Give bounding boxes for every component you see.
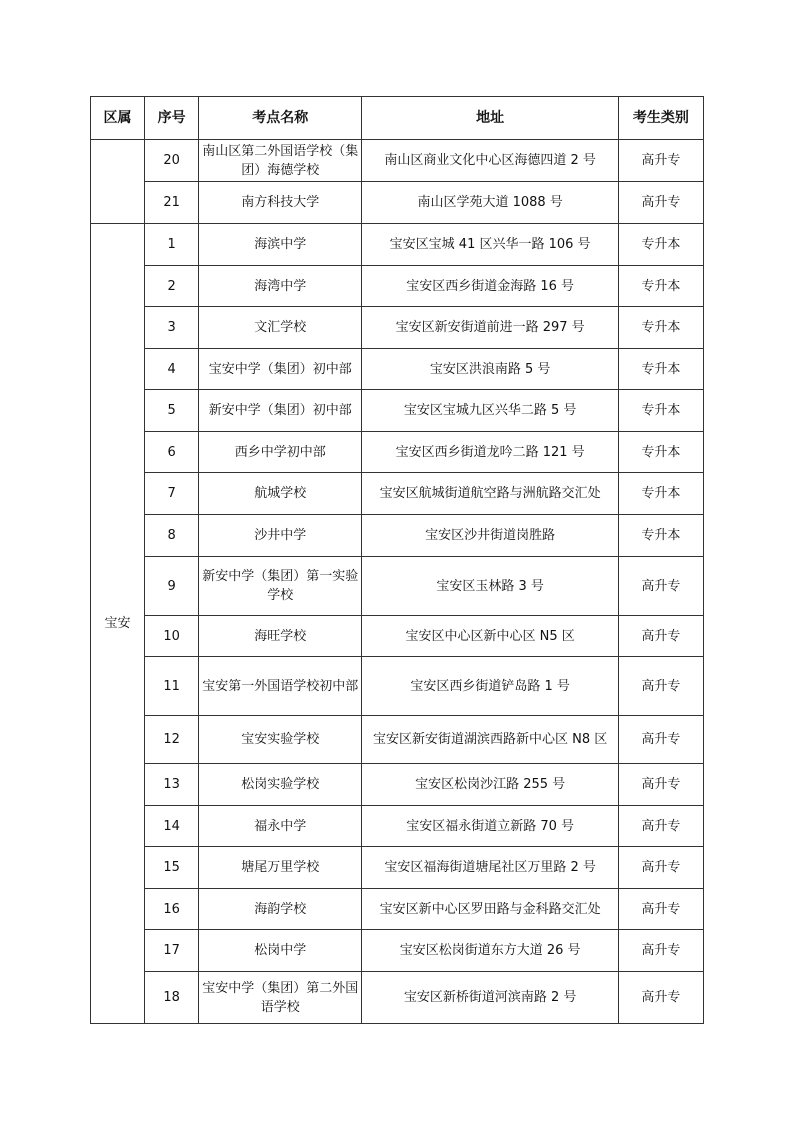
table-row bbox=[91, 390, 704, 432]
candidate-type-cell: 高升专 bbox=[618, 972, 703, 1024]
address-cell: 宝安区新安街道湖滨西路新中心区 N8 区 bbox=[362, 716, 618, 764]
table-row bbox=[91, 432, 704, 473]
site-name-cell: 松岗中学 bbox=[199, 930, 362, 972]
seq-cell: 1 bbox=[145, 224, 199, 266]
candidate-type-cell: 高升专 bbox=[618, 889, 703, 930]
seq-cell: 10 bbox=[145, 616, 199, 657]
address-cell: 宝安区中心区新中心区 N5 区 bbox=[362, 616, 618, 657]
site-name-cell: 宝安实验学校 bbox=[199, 716, 362, 764]
seq-cell: 11 bbox=[145, 657, 199, 716]
header-type: 考生类别 bbox=[618, 97, 703, 140]
seq-cell: 20 bbox=[145, 140, 199, 182]
address-cell: 南山区商业文化中心区海德四道 2 号 bbox=[362, 140, 618, 182]
table-row bbox=[91, 140, 704, 182]
table-row bbox=[91, 616, 704, 657]
site-name-cell: 海滨中学 bbox=[199, 224, 362, 266]
table-row bbox=[91, 182, 704, 224]
table-row bbox=[91, 266, 704, 307]
seq-cell: 21 bbox=[145, 182, 199, 224]
candidate-type-cell: 高升专 bbox=[618, 847, 703, 889]
address-cell: 宝安区洪浪南路 5 号 bbox=[362, 349, 618, 390]
candidate-type-cell: 高升专 bbox=[618, 806, 703, 847]
site-name-cell: 新安中学（集团）第一实验学校 bbox=[199, 557, 362, 616]
table-row bbox=[91, 657, 704, 716]
address-cell: 宝安区沙井街道岗胜路 bbox=[362, 515, 618, 557]
address-cell: 宝安区松岗街道东方大道 26 号 bbox=[362, 930, 618, 972]
site-name-cell: 宝安中学（集团）初中部 bbox=[199, 349, 362, 390]
table-row bbox=[91, 557, 704, 616]
candidate-type-cell: 专升本 bbox=[618, 349, 703, 390]
site-name-cell: 海湾中学 bbox=[199, 266, 362, 307]
table-row bbox=[91, 806, 704, 847]
district-cell bbox=[91, 140, 145, 224]
address-cell: 宝安区福永街道立新路 70 号 bbox=[362, 806, 618, 847]
candidate-type-cell: 专升本 bbox=[618, 266, 703, 307]
candidate-type-cell: 专升本 bbox=[618, 515, 703, 557]
seq-cell: 4 bbox=[145, 349, 199, 390]
table-row bbox=[91, 473, 704, 515]
candidate-type-cell: 专升本 bbox=[618, 473, 703, 515]
address-cell: 宝安区玉林路 3 号 bbox=[362, 557, 618, 616]
district-cell: 宝安 bbox=[91, 224, 145, 1024]
header-address: 地址 bbox=[362, 97, 618, 140]
site-name-cell: 沙井中学 bbox=[199, 515, 362, 557]
table-row bbox=[91, 515, 704, 557]
address-cell: 宝安区新安街道前进一路 297 号 bbox=[362, 307, 618, 349]
seq-cell: 2 bbox=[145, 266, 199, 307]
candidate-type-cell: 高升专 bbox=[618, 182, 703, 224]
table-header-row bbox=[91, 97, 704, 140]
site-name-cell: 松岗实验学校 bbox=[199, 764, 362, 806]
seq-cell: 6 bbox=[145, 432, 199, 473]
table-row bbox=[91, 224, 704, 266]
candidate-type-cell: 专升本 bbox=[618, 432, 703, 473]
seq-cell: 9 bbox=[145, 557, 199, 616]
seq-cell: 16 bbox=[145, 889, 199, 930]
table-row bbox=[91, 972, 704, 1024]
address-cell: 宝安区新中心区罗田路与金科路交汇处 bbox=[362, 889, 618, 930]
site-name-cell: 宝安中学（集团）第二外国语学校 bbox=[199, 972, 362, 1024]
table-row bbox=[91, 764, 704, 806]
site-name-cell: 海旺学校 bbox=[199, 616, 362, 657]
seq-cell: 7 bbox=[145, 473, 199, 515]
seq-cell: 12 bbox=[145, 716, 199, 764]
seq-cell: 17 bbox=[145, 930, 199, 972]
seq-cell: 5 bbox=[145, 390, 199, 432]
candidate-type-cell: 专升本 bbox=[618, 390, 703, 432]
candidate-type-cell: 高升专 bbox=[618, 140, 703, 182]
candidate-type-cell: 专升本 bbox=[618, 307, 703, 349]
candidate-type-cell: 高升专 bbox=[618, 930, 703, 972]
candidate-type-cell: 高升专 bbox=[618, 557, 703, 616]
seq-cell: 18 bbox=[145, 972, 199, 1024]
address-cell: 南山区学苑大道 1088 号 bbox=[362, 182, 618, 224]
candidate-type-cell: 高升专 bbox=[618, 616, 703, 657]
address-cell: 宝安区宝城九区兴华二路 5 号 bbox=[362, 390, 618, 432]
address-cell: 宝安区西乡街道铲岛路 1 号 bbox=[362, 657, 618, 716]
site-name-cell: 海韵学校 bbox=[199, 889, 362, 930]
site-name-cell: 文汇学校 bbox=[199, 307, 362, 349]
table-row bbox=[91, 307, 704, 349]
table-row bbox=[91, 930, 704, 972]
seq-cell: 14 bbox=[145, 806, 199, 847]
site-name-cell: 宝安第一外国语学校初中部 bbox=[199, 657, 362, 716]
address-cell: 宝安区西乡街道金海路 16 号 bbox=[362, 266, 618, 307]
exam-site-table bbox=[90, 96, 704, 1024]
address-cell: 宝安区宝城 41 区兴华一路 106 号 bbox=[362, 224, 618, 266]
site-name-cell: 福永中学 bbox=[199, 806, 362, 847]
table-row bbox=[91, 716, 704, 764]
table-row bbox=[91, 889, 704, 930]
table-row bbox=[91, 349, 704, 390]
site-name-cell: 西乡中学初中部 bbox=[199, 432, 362, 473]
address-cell: 宝安区航城街道航空路与洲航路交汇处 bbox=[362, 473, 618, 515]
address-cell: 宝安区松岗沙江路 255 号 bbox=[362, 764, 618, 806]
seq-cell: 15 bbox=[145, 847, 199, 889]
candidate-type-cell: 高升专 bbox=[618, 764, 703, 806]
candidate-type-cell: 高升专 bbox=[618, 716, 703, 764]
address-cell: 宝安区西乡街道龙吟二路 121 号 bbox=[362, 432, 618, 473]
site-name-cell: 南方科技大学 bbox=[199, 182, 362, 224]
table-row bbox=[91, 847, 704, 889]
address-cell: 宝安区新桥街道河滨南路 2 号 bbox=[362, 972, 618, 1024]
candidate-type-cell: 高升专 bbox=[618, 657, 703, 716]
candidate-type-cell: 专升本 bbox=[618, 224, 703, 266]
address-cell: 宝安区福海街道塘尾社区万里路 2 号 bbox=[362, 847, 618, 889]
seq-cell: 13 bbox=[145, 764, 199, 806]
header-seq: 序号 bbox=[145, 97, 199, 140]
site-name-cell: 新安中学（集团）初中部 bbox=[199, 390, 362, 432]
header-name: 考点名称 bbox=[199, 97, 362, 140]
header-district: 区属 bbox=[91, 97, 145, 140]
seq-cell: 8 bbox=[145, 515, 199, 557]
site-name-cell: 塘尾万里学校 bbox=[199, 847, 362, 889]
table-body bbox=[91, 140, 704, 1024]
seq-cell: 3 bbox=[145, 307, 199, 349]
site-name-cell: 航城学校 bbox=[199, 473, 362, 515]
site-name-cell: 南山区第二外国语学校（集团）海德学校 bbox=[199, 140, 362, 182]
